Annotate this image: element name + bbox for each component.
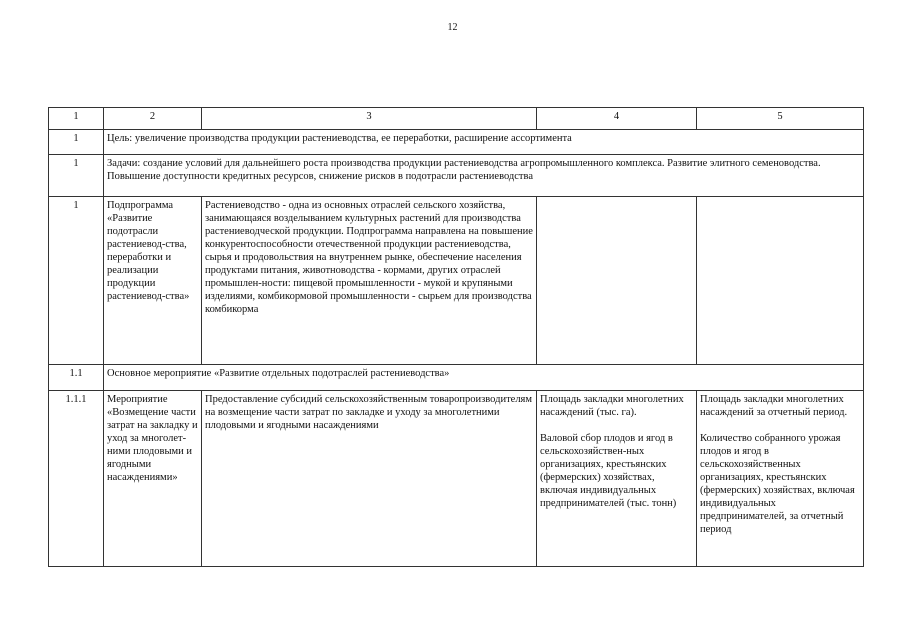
event-indicator-harvest: Валовой сбор плодов и ягод в сельскохозяйствен-ных организациях, крестьянских (фермерских) хозяйствах, включая индивидуальных предпринимателей (тыс. тонн) [540, 433, 677, 509]
program-table [48, 107, 864, 567]
tasks-text: Задачи: создание условий для дальнейшего роста производства продукции растениеводства агропромышленного комплекса. Развитие элитного семеноводства. Повышение доступности кредитных ресурсов, снижение рисков в подотрасли растениеводства [104, 155, 864, 197]
event-description: Предоставление субсидий сельскохозяйственным товаропроизводителям на возмещение части затрат по закладке и уходу за многолетними плодовыми и ягодными насаждениями [202, 391, 537, 567]
table-row-event [49, 391, 864, 567]
header-cell-1: 1 [49, 108, 104, 130]
event-name: Мероприятие «Возмещение части затрат на закладку и уход за многолет-ними плодовыми и ягодными насаждениями» [104, 391, 202, 567]
table-row-subprogram [49, 197, 864, 365]
header-cell-2: 2 [104, 108, 202, 130]
event-number: 1.1.1 [49, 391, 104, 567]
event-result-harvest: Количество собранного урожая плодов и ягод в сельскохозяйственных организациях, крестьянских (фермерских) хозяйствах, включая индивидуальных предпринимателей, за отчетный период [700, 433, 855, 535]
subprogram-description: Растениеводство - одна из основных отраслей сельского хозяйства, занимающаяся возделыванием культурных растений для производства растениеводческой продукции. Подпрограмма направлена на повышение конкурентоспособности отечественной продукции растениеводства, сырья и продовольствия на внутреннем рынке, обеспечение населения продуктами питания, животноводства - кормами, других отраслей промышлен-ности: пищевой промышленности - мукой и крупяными изделиями, комбикормовой промышленности - сырьем для производства комбикорма [202, 197, 537, 365]
table-row-main-event [49, 365, 864, 391]
main-event-number: 1.1 [49, 365, 104, 391]
table-header-row [49, 108, 864, 130]
header-cell-3: 3 [202, 108, 537, 130]
header-cell-4: 4 [537, 108, 697, 130]
event-result-area: Площадь закладки многолетних насаждений за отчетный период. [700, 394, 848, 418]
subprogram-indicator [537, 197, 697, 365]
subprogram-result [697, 197, 864, 365]
goal-number: 1 [49, 130, 104, 155]
goal-text: Цель: увеличение производства продукции растениеводства, ее переработки, расширение ассортимента [104, 130, 864, 155]
event-indicator-area: Площадь закладки многолетних насаждений (тыс. га). [540, 394, 684, 418]
page-number: 12 [447, 22, 458, 33]
subprogram-name: Подпрограмма «Развитие подотрасли растениевод-ства, переработки и реализации продукции растениевод-ства» [104, 197, 202, 365]
event-result [697, 391, 864, 567]
table-row-tasks [49, 155, 864, 197]
header-cell-5: 5 [697, 108, 864, 130]
event-indicator [537, 391, 697, 567]
tasks-number: 1 [49, 155, 104, 197]
subprogram-number: 1 [49, 197, 104, 365]
table-row-goal [49, 130, 864, 155]
main-event-text: Основное мероприятие «Развитие отдельных подотраслей растениеводства» [104, 365, 864, 391]
